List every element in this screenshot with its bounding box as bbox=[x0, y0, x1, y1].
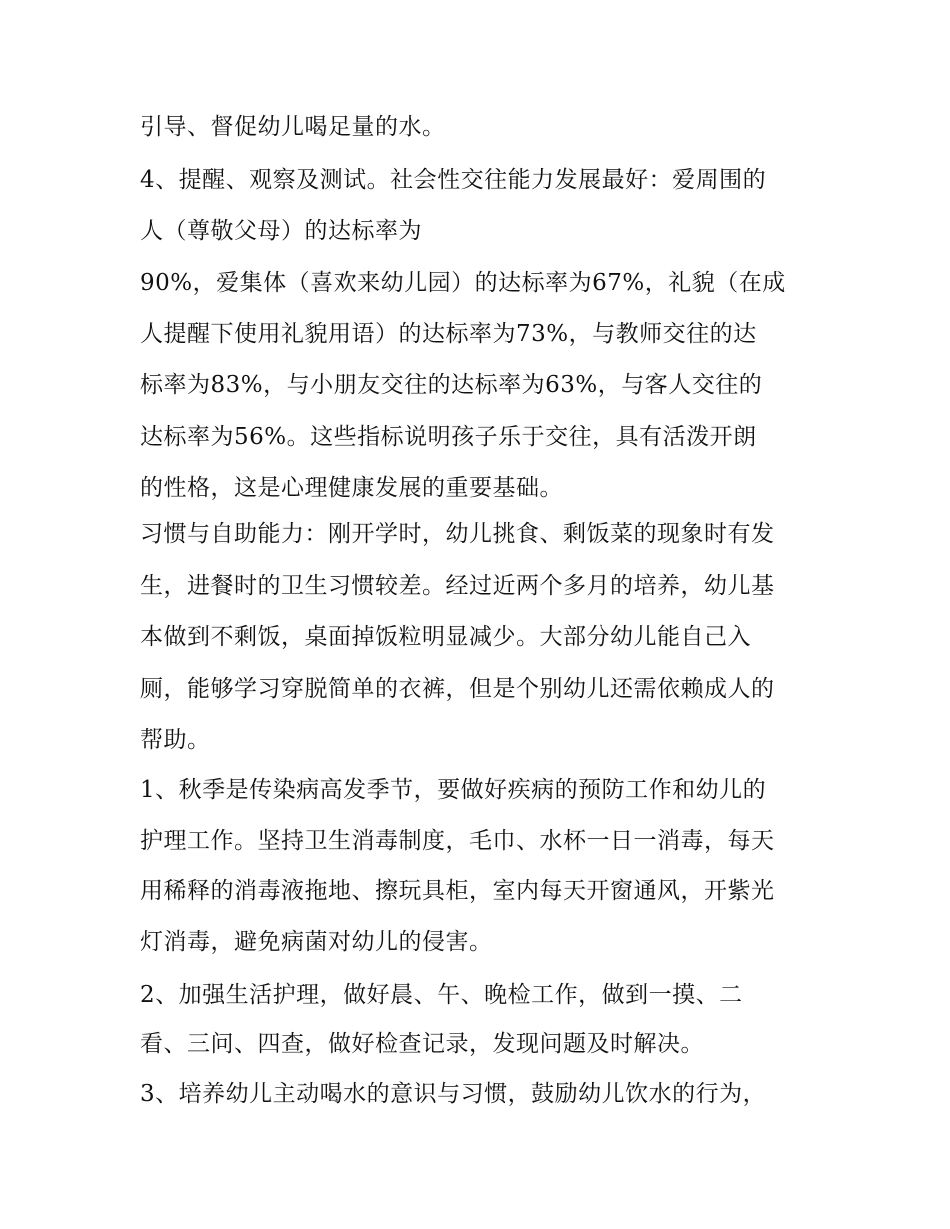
text-line: 生，进餐时的卫生习惯较差。经过近两个多月的培养，幼儿基 bbox=[140, 573, 775, 599]
text-line: 习惯与自助能力：刚开学时，幼儿挑食、剩饭菜的现象时有发 bbox=[140, 521, 775, 547]
text-line: 灯消毒，避免病菌对幼儿的侵害。 bbox=[140, 929, 493, 955]
text-line: 4、提醒、观察及测试。社会性交往能力发展最好：爱周围的 bbox=[140, 167, 767, 193]
text-line: 引导、督促幼儿喝足量的水。 bbox=[140, 114, 446, 140]
text-line: 本做到不剩饭，桌面掉饭粒明显减少。大部分幼儿能自己入 bbox=[140, 624, 751, 650]
text-line: 人提醒下使用礼貌用语）的达标率为73%，与教师交往的达 bbox=[140, 321, 757, 347]
text-line: 人（尊敬父母）的达标率为 bbox=[140, 218, 422, 244]
text-line: 用稀释的消毒液拖地、擦玩具柜，室内每天开窗通风，开紫光 bbox=[140, 878, 775, 904]
text-line: 3、培养幼儿主动喝水的意识与习惯，鼓励幼儿饮水的行为， bbox=[140, 1081, 767, 1107]
text-line: 2、加强生活护理，做好晨、午、晚检工作，做到一摸、二 bbox=[140, 982, 743, 1008]
text-line: 标率为83%，与小朋友交往的达标率为63%，与客人交往的 bbox=[140, 372, 763, 398]
text-line: 达标率为56%。这些指标说明孩子乐于交往，具有活泼开朗 bbox=[140, 424, 757, 450]
text-line: 护理工作。坚持卫生消毒制度，毛巾、水杯一日一消毒，每天 bbox=[140, 828, 775, 854]
text-line: 的性格，这是心理健康发展的重要基础。 bbox=[140, 475, 563, 501]
text-line: 看、三问、四查，做好检查记录，发现问题及时解决。 bbox=[140, 1031, 704, 1057]
text-line: 90%，爱集体（喜欢来幼儿园）的达标率为67%，礼貌（在成 bbox=[140, 270, 786, 296]
text-line: 厕，能够学习穿脱简单的衣裤，但是个别幼儿还需依赖成人的 bbox=[140, 676, 775, 702]
text-line: 1、秋季是传染病高发季节，要做好疾病的预防工作和幼儿的 bbox=[140, 777, 767, 803]
text-line: 帮助。 bbox=[140, 727, 211, 753]
